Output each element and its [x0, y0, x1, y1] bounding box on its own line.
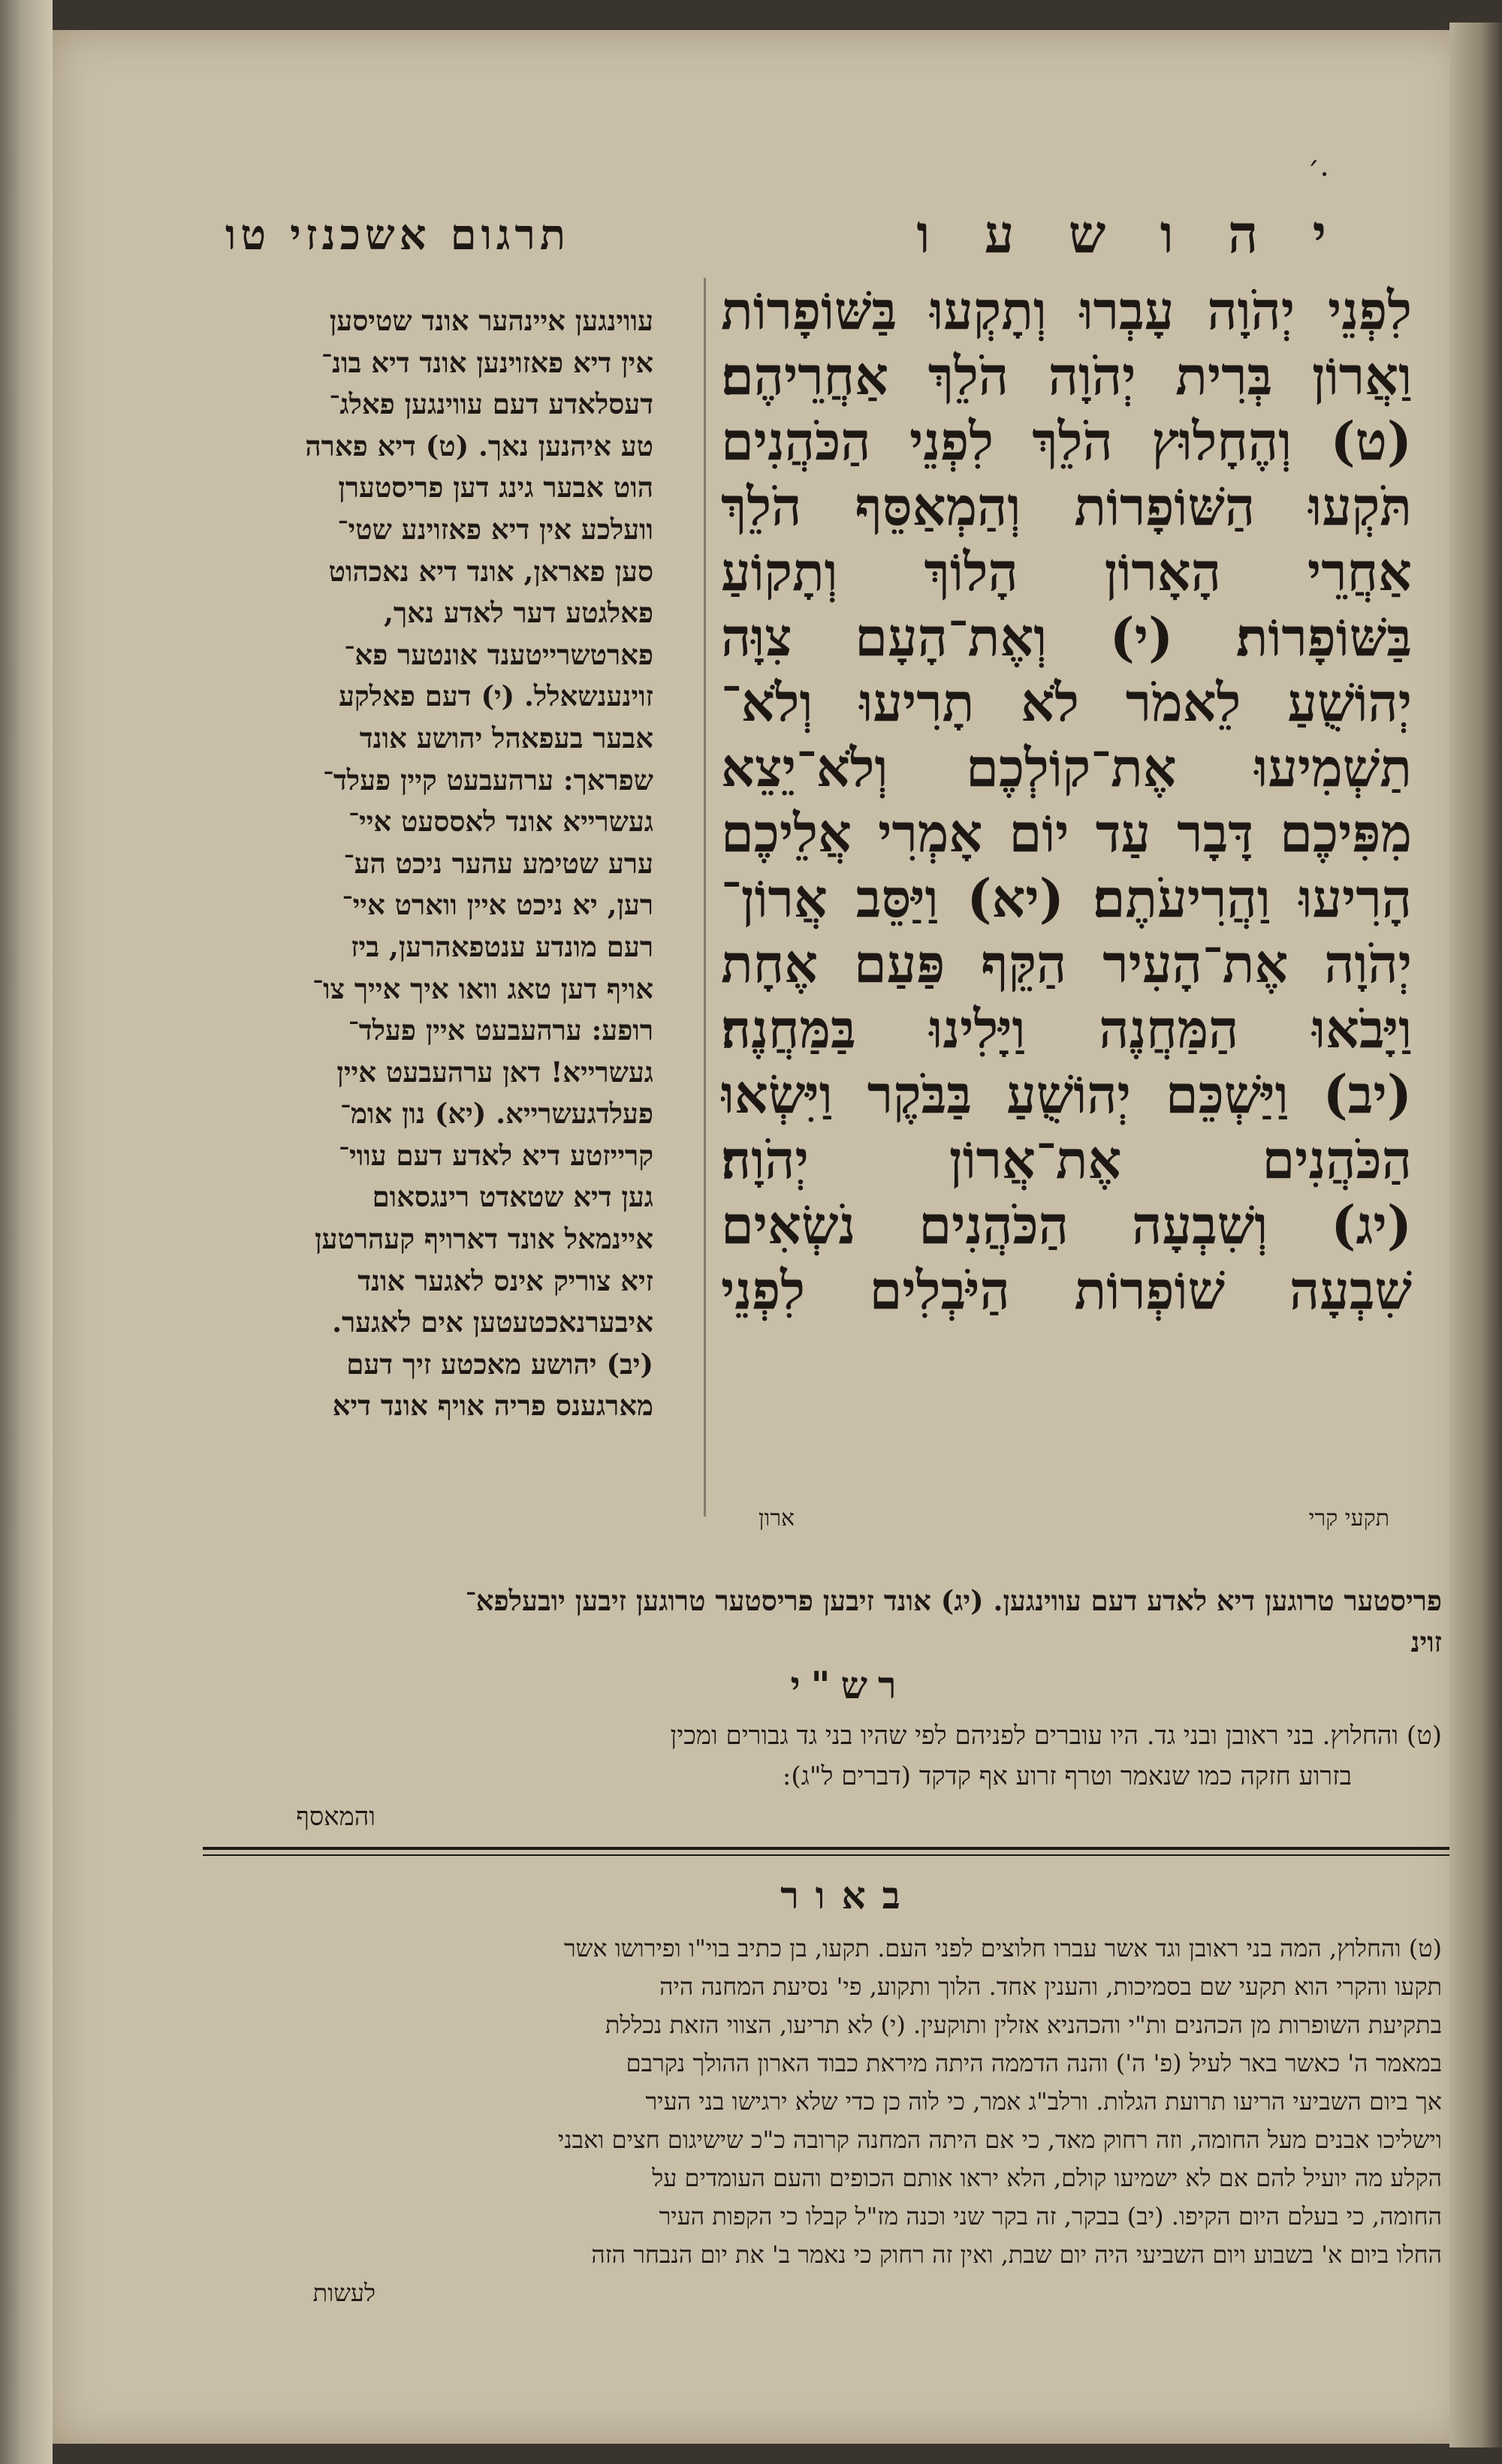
- targum-line: ערע שטימע עהער ניכט הע־: [343, 846, 653, 880]
- targum-line: קרייזטע דיא לאדע דעם עווי־: [338, 1138, 653, 1172]
- biur-commentary: [210, 1929, 1442, 2312]
- scripture-line: תַשְׁמִיעוּ אֶת־קוֹלְכֶם וְלֹא־יֵצֵא: [721, 736, 1412, 799]
- biur-line: אך ביום השביעי הריעו תרועת הגלות. ורלב"ג אמר, כי לוה כן כדי שלא ירגישו בני העיר: [645, 2087, 1442, 2116]
- rashi-line: בזרוע חזקה כמו שנאמר וטרף זרוע אף קדקד (דברים ל"ג):: [782, 1761, 1352, 1791]
- rashi-line: (ט) והחלוץ. בני ראובן ובני גד. היו עוברים לפניהם לפי שהיו בני גד גבורים ומכין: [670, 1721, 1442, 1751]
- targum-line: רען, יא ניכט איין ווארט איי־: [342, 888, 653, 922]
- scripture-line: בַּשּׁוֹפָרוֹת׃ (י) וְאֶת־הָעָם צִוָּה: [721, 606, 1412, 668]
- biur-line: במאמר ה' כאשר באר לעיל (פ' ה') והנה הדממה היתה מיראת כבוד הארון ההולך נקרבם: [626, 2049, 1442, 2077]
- targum-line: רעם מונדע ענטפאהרען, ביז: [351, 929, 653, 963]
- ketiv-qere-word: ארון: [759, 1505, 795, 1532]
- page-gutter: [0, 0, 53, 2464]
- section-rule: [203, 1847, 1449, 1850]
- targum-line: פאלגטע דער לאדע נאך,: [384, 596, 653, 630]
- scripture-line: וַאֲרוֹן בְּרִית יְהֹוָה הֹלֵךְ אַחֲרֵיהֶם׃: [721, 345, 1412, 407]
- targum-line: סען פאראן, אונד דיא נאכהוט: [328, 554, 653, 588]
- scripture-line: (יב) וַיַּשְׁכֵּם יְהוֹשֻׁעַ בַּבֹּקֶר וַיִּשְׂאוּ: [721, 1063, 1412, 1125]
- section-rule-thin: [203, 1854, 1449, 1856]
- targum-line: געשרייא! דאן ערהעבעט איין: [336, 1055, 653, 1089]
- catchword: והמאסף: [296, 1802, 376, 1832]
- biur-line: בתקיעת השופרות מן הכהנים ות"י והכהניא אזלין ותוקעין. (י) לא תריעו, הצווי הזאת נכללת: [605, 2011, 1442, 2039]
- targum-line: געשרייא אונד לאססעט איי־: [348, 805, 653, 839]
- ketiv-qere-label: תקעי קרי: [1308, 1505, 1389, 1532]
- scripture-line: יְהֹוָה אֶת־הָעִיר הַקֵּף פַּעַם אֶחָת: [721, 932, 1412, 995]
- biur-line: הקלע מה יועיל להם אם לא ישמיעו קולם, הלא יראו אותם הכופים והעם העומדים על: [652, 2164, 1442, 2192]
- targum-line: זוינענשאלל. (י) דעם פאלקע: [338, 679, 653, 713]
- targum-line: טע איהנען נאך. (ט) דיא פארה: [305, 429, 653, 462]
- targum-line: מארגענס פריה אויף אונד דיא: [332, 1389, 653, 1423]
- targum-line: שפראך: ערהעבעט קיין פעלד־: [322, 763, 653, 797]
- rashi-commentary: [210, 1715, 1442, 1837]
- ketiv-qere-note: [713, 1505, 1404, 1532]
- targum-line: דעסלאדע דעם עווינגען פאלג־: [329, 387, 653, 421]
- biur-line: החלו ביום א' בשבוע ויום השביעי היה יום שבת, ואין זה רחוק כי נאמר ב' את יום הנבחר הזה: [591, 2240, 1442, 2269]
- targum-line: איינמאל אונד דארויף קעהרטען: [315, 1222, 653, 1256]
- targum-line: הוט אבער גינג דען פריסטערן: [338, 471, 653, 505]
- biur-heading: באור: [780, 1873, 917, 1917]
- targum-line: רופע: ערהעבעט איין פעלד־: [348, 1014, 653, 1047]
- targum-line: וועלכע אין דיא פאזוינע שטי־: [337, 512, 653, 546]
- targum-line: אין דיא פאזוינען אונד דיא בונ־: [321, 345, 653, 379]
- biur-line: החומה, כי בעלם היום הקיפו. (יב) בבקר, זה בקר שני וכנה מז"ל קבלו כי הקפות העיר: [659, 2202, 1442, 2231]
- scripture-line: (ט) וְהֶחָלוּץ הֹלֵךְ לִפְנֵי הַכֹּהֲנִים: [721, 410, 1412, 472]
- book-title-header: י ה ו ש ע ו: [916, 203, 1344, 265]
- rashi-heading: רש"י: [790, 1663, 907, 1707]
- scripture-line: וַיָּבֹאוּ הַמַּחֲנֶה וַיָּלִינוּ בַּמַּחֲנֶה׃: [721, 998, 1412, 1060]
- scripture-line: אַחֲרֵי הָאָרוֹן הָלוֹךְ וְתָקוֹעַ: [721, 541, 1412, 603]
- targum-line: (יב) יהושע מאכטע זיך דעם: [346, 1347, 653, 1381]
- page-number: טו: [225, 210, 271, 260]
- targum-line: פעלדגעשרייא. (יא) נון אומ־: [339, 1097, 653, 1131]
- scripture-line: מִפִּיכֶם דָּבָר עַד יוֹם אָמְרִי אֲלֵיכֶם: [721, 802, 1412, 864]
- column-divider: [704, 278, 706, 1517]
- targum-line: עווינגען איינהער אונד שטיסען: [329, 304, 653, 337]
- targum-header: [225, 210, 646, 260]
- targum-line: גען דיא שטאדט רינגסאום: [372, 1180, 653, 1214]
- catchword: לעשות: [312, 2279, 376, 2307]
- page-edge: [1449, 23, 1502, 2447]
- ornament-mark: ·ˊ: [1304, 158, 1329, 192]
- scripture-column: [721, 278, 1412, 1323]
- book-page: [53, 30, 1464, 2444]
- targum-line: איבערנאכטעטען אים לאגער.: [332, 1306, 653, 1339]
- scripture-line: (יג) וְשִׁבְעָה הַכֹּהֲנִים נֹשְׂאִים: [721, 1194, 1412, 1256]
- biur-line: תקעו והקרי הוא תקעי שם בסמיכות, והענין אחד. הלוך ותקוע, פי' נסיעת המחנה היה: [659, 1972, 1442, 2001]
- targum-header-word: תרגום: [450, 210, 571, 260]
- targum-continuation: [210, 1580, 1442, 1663]
- scripture-line: הַכֹּהֲנִים אֶת־אֲרוֹן יְהֹוָה׃: [721, 1128, 1412, 1191]
- targum-line: אבער בעפאהל יהושע אונד: [359, 721, 653, 755]
- biur-line: וישליכו אבנים מעל החומה, וזה רחוק מאד, כי אם היתה המחנה קרובה כ"כ שישיגום חצים ואבני: [557, 2125, 1442, 2154]
- targum-column: [210, 300, 653, 1427]
- scripture-line: הָרִיעוּ וַהֲרִיעֹתֶם׃ (יא) וַיַּסֵּב אֲרוֹן־: [721, 867, 1412, 929]
- scripture-line: שִׁבְעָה שׁוֹפְרוֹת הַיֹּבְלִים לִפְנֵי: [721, 1259, 1412, 1321]
- targum-line: פריסטער טרוגען דיא לאדע דעם עווינגען. (יג) אונד זיבען פריסטער טרוגען זיבען יובעלפא־: [465, 1584, 1442, 1617]
- targum-line: פארטשרייטענד אונטער פא־: [344, 637, 653, 671]
- scripture-line: תֹּקְעוּ הַשּׁוֹפָרוֹת וְהַמְאַסֵּף הֹלֵךְ: [721, 475, 1412, 538]
- scripture-line: יְהוֹשֻׁעַ לֵאמֹר לֹא תָרִיעוּ וְלֹא־: [721, 671, 1412, 733]
- targum-line: אויף דען טאג וואו איך אייך צו־: [312, 971, 653, 1005]
- targum-header-word: אשכנזי: [290, 210, 431, 260]
- targum-line: זיא צוריק אינס לאגער אונד: [357, 1264, 653, 1297]
- targum-line: זוינ: [1410, 1625, 1442, 1658]
- scripture-line: לִפְנֵי יְהֹוָה עָבְרוּ וְתָקְעוּ בַּשּׁוֹפָרוֹת: [721, 279, 1412, 342]
- biur-line: (ט) והחלוץ, המה בני ראובן וגד אשר עברו חלוצים לפני העם. תקעו, בן כתיב בוי"ו ופירושו אשר: [563, 1934, 1442, 1962]
